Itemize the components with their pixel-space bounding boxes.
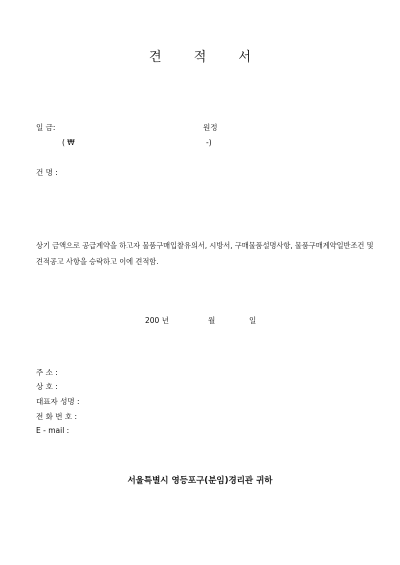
phone-label: 전 화 번 호 : xyxy=(36,412,78,421)
subject-label: 건 명 : xyxy=(36,168,58,177)
representative-label: 대표자 성명 : xyxy=(36,397,80,406)
won-close: -) xyxy=(206,138,212,147)
date-year: 200 년 xyxy=(145,316,169,325)
address-label: 주 소 : xyxy=(36,368,58,377)
date-month: 월 xyxy=(208,316,216,325)
date-day: 일 xyxy=(249,316,257,325)
company-label: 상 호 : xyxy=(36,382,58,391)
amount-unit: 원정 xyxy=(203,123,218,132)
amount-label: 일 금: xyxy=(36,123,56,132)
addressee: 서울특별시 영등포구(분임)경리관 귀하 xyxy=(127,476,273,486)
statement-paragraph: 상기 금액으로 공급계약을 하고자 물품구매입찰유의서, 시방서, 구매물품설명사항, 물품구매계약일반조건 및 견적공고 사항을 승락하고 이에 견적함. xyxy=(36,241,374,266)
email-label: E - mail : xyxy=(36,426,70,435)
document-title: 견 적 서 xyxy=(149,50,265,65)
won-open: ( ₩ xyxy=(62,138,75,147)
